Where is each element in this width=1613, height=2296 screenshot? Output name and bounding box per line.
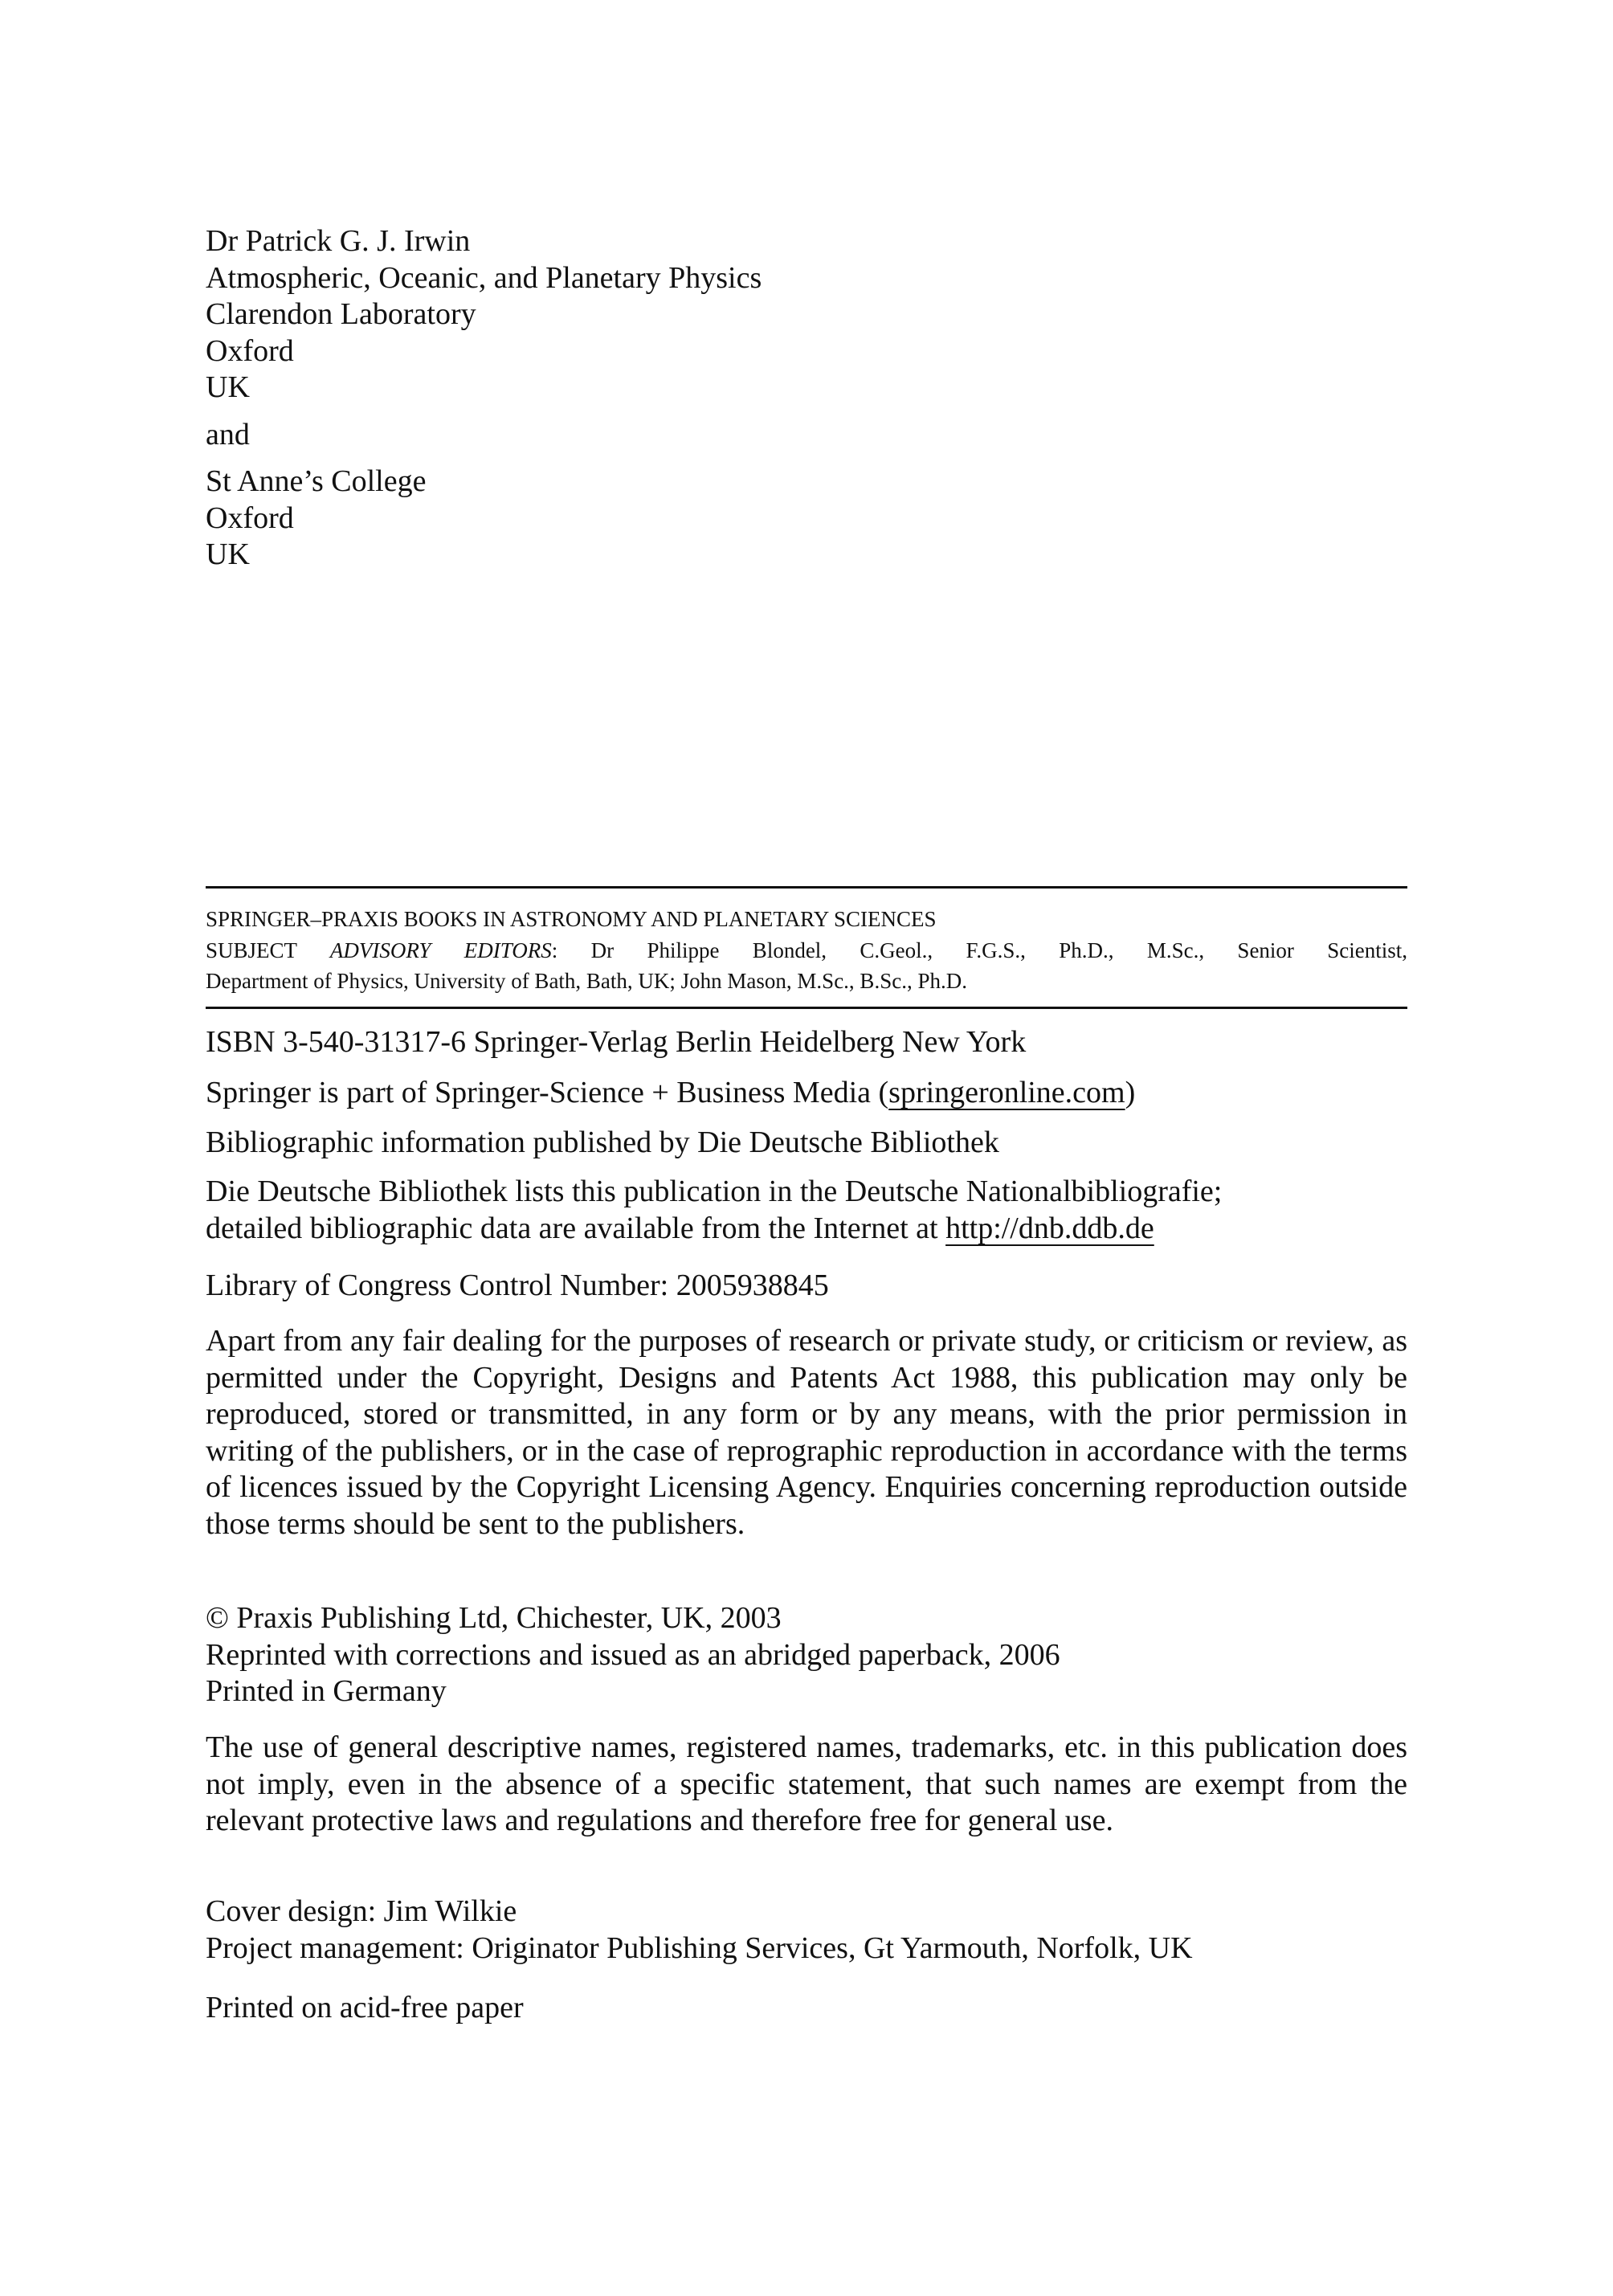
advisory-editors-label: ADVISORY EDITORS (329, 938, 552, 962)
subject-label: SUBJECT (206, 938, 297, 962)
copyright-line: © Praxis Publishing Ltd, Chichester, UK, 2003 (206, 1601, 782, 1635)
department: Atmospheric, Oceanic, and Planetary Physics (206, 260, 762, 295)
editors-text: : Dr Philippe Blondel, C.Geol., F.G.S., Ph.D., M.Sc., Senior Scientist, (551, 938, 1408, 962)
copyright-block (206, 1600, 1407, 1710)
dnb-block (206, 1174, 1407, 1247)
biblio-line: Bibliographic information published by Die Deutsche Bibliothek (206, 1126, 999, 1159)
laboratory: Clarendon Laboratory (206, 297, 476, 332)
project-management: Project management: Originator Publishing Services, Gt Yarmouth, Norfolk, UK (206, 1930, 1193, 1965)
country: UK (206, 370, 250, 405)
copyright-notice: Apart from any fair dealing for the purposes of research or private study, or criticism or review, as permitted under the Copyright, Designs and Patents Act 1988, this publication may only be reproduced, stored or transmitted, in any form or by any means, with the prior permission in writing of the publishers, or in the case of reprographic reproduction in accordance with the terms of licences issued by the Copyright Licensing Agency. Enquiries concerning reproduction outside those terms should be sent to the publishers. (206, 1324, 1407, 1541)
bottom-rule (206, 1007, 1407, 1009)
springeronline-link[interactable]: springeronline.com (888, 1076, 1125, 1109)
top-rule (206, 886, 1407, 889)
college-address (206, 464, 1407, 574)
and-text: and (206, 418, 250, 451)
college: St Anne’s College (206, 464, 427, 498)
springer-text: Springer is part of Springer-Science + Business Media ( (206, 1076, 889, 1109)
series-block (206, 904, 1407, 997)
dnb-line1: Die Deutsche Bibliothek lists this publication in the Deutsche Nationalbibliografie; (206, 1175, 1223, 1208)
springer-close: ) (1125, 1076, 1136, 1109)
loc-number: Library of Congress Control Number: 2005938845 (206, 1269, 829, 1302)
dnb-line2: detailed bibliographic data are available from the Internet at (206, 1211, 946, 1245)
series-editors-line1 (206, 935, 1407, 966)
series-title: SPRINGER–PRAXIS BOOKS IN ASTRONOMY AND PLANETARY SCIENCES (206, 907, 937, 931)
city: Oxford (206, 333, 294, 368)
credits (206, 1894, 1407, 1967)
paper-note: Printed on acid-free paper (206, 1991, 524, 2024)
isbn: ISBN 3-540-31317-6 Springer-Verlag Berlin Heidelberg New York (206, 1025, 1027, 1059)
college-country: UK (206, 537, 250, 572)
author-address (206, 223, 1407, 406)
cover-design: Cover design: Jim Wilkie (206, 1894, 517, 1928)
springer-line (206, 1075, 1407, 1112)
reprint-line: Reprinted with corrections and issued as an abridged paperback, 2006 (206, 1637, 1060, 1672)
series-editors-line2: Department of Physics, University of Bath, Bath, UK; John Mason, M.Sc., B.Sc., Ph.D. (206, 969, 967, 993)
author-name: Dr Patrick G. J. Irwin (206, 224, 471, 258)
dnb-link[interactable]: http://dnb.ddb.de (945, 1211, 1154, 1245)
college-city: Oxford (206, 500, 294, 535)
trademark-notice: The use of general descriptive names, registered names, trademarks, etc. in this publication does not imply, even in the absence of a specific statement, that such names are exempt from the relevant protective laws and regulations and therefore free for general use. (206, 1730, 1407, 1838)
printed-in-line: Printed in Germany (206, 1674, 447, 1709)
